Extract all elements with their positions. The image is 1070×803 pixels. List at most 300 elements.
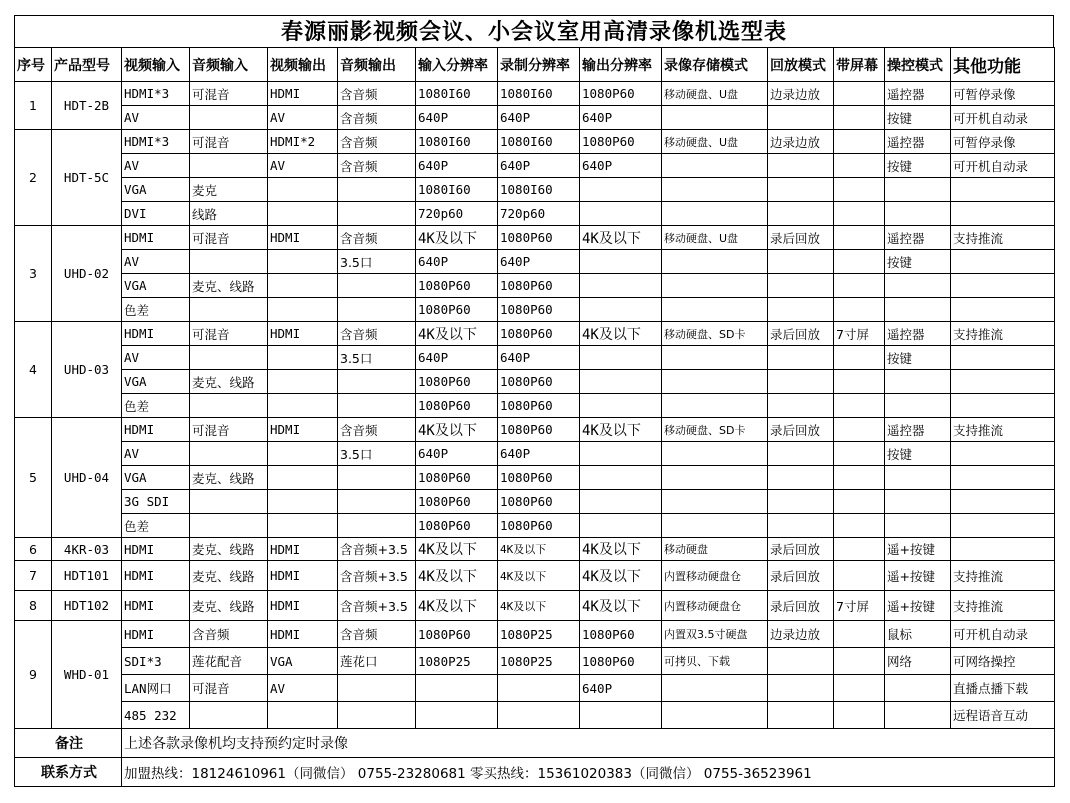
table-cell: 640P bbox=[498, 346, 580, 370]
table-cell: 遥控器 bbox=[885, 82, 951, 106]
table-cell: 4K及以下 bbox=[498, 591, 580, 621]
table-cell: 支持推流 bbox=[951, 322, 1055, 346]
table-cell: 4K及以下 bbox=[580, 561, 662, 591]
table-cell bbox=[834, 702, 885, 729]
table-row bbox=[15, 702, 1055, 729]
table-cell: 3.5口 bbox=[338, 442, 416, 466]
table-cell: VGA bbox=[122, 274, 190, 298]
table-cell bbox=[768, 490, 834, 514]
table-cell: 可混音 bbox=[190, 226, 268, 250]
column-header: 输入分辨率 bbox=[416, 48, 498, 82]
table-cell: AV bbox=[268, 154, 338, 178]
table-cell bbox=[662, 154, 768, 178]
table-cell: HDMI bbox=[122, 561, 190, 591]
table-cell bbox=[885, 702, 951, 729]
table-cell bbox=[662, 106, 768, 130]
column-header: 带屏幕 bbox=[834, 48, 885, 82]
table-cell bbox=[268, 250, 338, 274]
table-cell: 可混音 bbox=[190, 130, 268, 154]
table-cell bbox=[190, 702, 268, 729]
table-cell bbox=[338, 675, 416, 702]
table-cell bbox=[662, 202, 768, 226]
spec-table bbox=[14, 47, 1055, 787]
table-row bbox=[15, 226, 1055, 250]
table-cell bbox=[498, 675, 580, 702]
table-cell: AV bbox=[122, 250, 190, 274]
table-cell: 遥控器 bbox=[885, 322, 951, 346]
table-cell bbox=[338, 466, 416, 490]
table-row bbox=[15, 82, 1055, 106]
table-cell: 640P bbox=[416, 154, 498, 178]
table-row bbox=[15, 346, 1055, 370]
table-cell bbox=[580, 250, 662, 274]
product-number: 3 bbox=[15, 226, 52, 322]
table-cell: 1080I60 bbox=[498, 82, 580, 106]
table-cell: HDMI bbox=[122, 418, 190, 442]
table-cell bbox=[580, 702, 662, 729]
table-row bbox=[15, 442, 1055, 466]
table-cell bbox=[951, 466, 1055, 490]
product-model: UHD-04 bbox=[52, 418, 122, 538]
table-cell: 1080P60 bbox=[498, 370, 580, 394]
table-cell bbox=[190, 250, 268, 274]
table-cell bbox=[580, 442, 662, 466]
table-cell bbox=[834, 675, 885, 702]
table-cell: 移动硬盘、U盘 bbox=[662, 130, 768, 154]
table-row bbox=[15, 370, 1055, 394]
table-row bbox=[15, 298, 1055, 322]
table-cell bbox=[834, 490, 885, 514]
table-cell: HDMI bbox=[268, 621, 338, 648]
table-cell: 内置移动硬盘仓 bbox=[662, 561, 768, 591]
table-row bbox=[15, 561, 1055, 591]
table-cell: 可暂停录像 bbox=[951, 82, 1055, 106]
table-cell: 可开机自动录 bbox=[951, 154, 1055, 178]
table-cell: HDMI bbox=[122, 538, 190, 561]
table-cell: 移动硬盘、SD卡 bbox=[662, 322, 768, 346]
table-cell bbox=[834, 442, 885, 466]
contact-label: 联系方式 bbox=[15, 758, 122, 787]
table-cell: 按键 bbox=[885, 250, 951, 274]
table-cell bbox=[268, 442, 338, 466]
table-cell: AV bbox=[122, 106, 190, 130]
table-cell bbox=[662, 442, 768, 466]
table-cell bbox=[834, 178, 885, 202]
table-cell: 3.5口 bbox=[338, 250, 416, 274]
table-cell bbox=[834, 106, 885, 130]
table-row bbox=[15, 418, 1055, 442]
table-cell bbox=[834, 202, 885, 226]
table-cell: 3G SDI bbox=[122, 490, 190, 514]
table-cell: 4K及以下 bbox=[416, 538, 498, 561]
table-row bbox=[15, 202, 1055, 226]
table-cell: 1080P60 bbox=[580, 648, 662, 675]
table-cell bbox=[268, 178, 338, 202]
table-cell bbox=[768, 202, 834, 226]
table-cell bbox=[190, 394, 268, 418]
table-cell bbox=[580, 514, 662, 538]
table-cell: HDMI*3 bbox=[122, 130, 190, 154]
table-cell: 1080P25 bbox=[498, 648, 580, 675]
table-cell bbox=[190, 298, 268, 322]
table-cell bbox=[951, 394, 1055, 418]
table-cell bbox=[768, 298, 834, 322]
table-cell: 4K及以下 bbox=[498, 561, 580, 591]
table-cell bbox=[951, 370, 1055, 394]
table-cell bbox=[662, 370, 768, 394]
table-cell: 录后回放 bbox=[768, 226, 834, 250]
table-cell bbox=[951, 250, 1055, 274]
column-header: 录像存储模式 bbox=[662, 48, 768, 82]
table-cell: AV bbox=[122, 154, 190, 178]
table-row bbox=[15, 591, 1055, 621]
table-cell: DVI bbox=[122, 202, 190, 226]
table-cell: 鼠标 bbox=[885, 621, 951, 648]
product-number: 2 bbox=[15, 130, 52, 226]
table-cell bbox=[834, 648, 885, 675]
table-cell bbox=[662, 274, 768, 298]
table-cell: 含音频+3.5 bbox=[338, 561, 416, 591]
table-cell: 4K及以下 bbox=[416, 226, 498, 250]
table-cell: 边录边放 bbox=[768, 621, 834, 648]
table-cell: 按键 bbox=[885, 346, 951, 370]
table-cell: 1080P60 bbox=[416, 621, 498, 648]
table-cell bbox=[768, 106, 834, 130]
contact-text: 加盟热线：18124610961（同微信） 0755-23280681 零买热线：15361020383（同微信） 0755-36523961 bbox=[122, 758, 1055, 787]
table-cell bbox=[834, 82, 885, 106]
table-cell: 1080P60 bbox=[498, 298, 580, 322]
column-header: 音频输出 bbox=[338, 48, 416, 82]
table-cell: 含音频 bbox=[338, 226, 416, 250]
table-row bbox=[15, 250, 1055, 274]
product-number: 5 bbox=[15, 418, 52, 538]
table-cell: 1080P60 bbox=[498, 394, 580, 418]
table-cell bbox=[951, 490, 1055, 514]
table-row bbox=[15, 274, 1055, 298]
table-cell: 移动硬盘、U盘 bbox=[662, 226, 768, 250]
table-cell: 可开机自动录 bbox=[951, 106, 1055, 130]
table-cell bbox=[885, 394, 951, 418]
table-cell: 可网络操控 bbox=[951, 648, 1055, 675]
table-cell bbox=[580, 298, 662, 322]
column-header: 视频输入 bbox=[122, 48, 190, 82]
table-cell: 1080P25 bbox=[498, 621, 580, 648]
table-cell bbox=[768, 394, 834, 418]
table-cell bbox=[834, 621, 885, 648]
column-header: 序号 bbox=[15, 48, 52, 82]
table-cell bbox=[885, 298, 951, 322]
table-cell: 1080P60 bbox=[498, 466, 580, 490]
table-cell: 移动硬盘 bbox=[662, 538, 768, 561]
table-cell: 含音频 bbox=[338, 154, 416, 178]
table-cell: VGA bbox=[268, 648, 338, 675]
table-cell bbox=[768, 346, 834, 370]
table-cell: 1080P60 bbox=[498, 274, 580, 298]
product-number: 9 bbox=[15, 621, 52, 729]
table-cell: 4K及以下 bbox=[498, 538, 580, 561]
table-cell: 640P bbox=[498, 106, 580, 130]
table-cell: 麦克、线路 bbox=[190, 538, 268, 561]
table-cell: 1080P60 bbox=[580, 130, 662, 154]
table-cell: 录后回放 bbox=[768, 591, 834, 621]
table-cell: 麦克、线路 bbox=[190, 591, 268, 621]
table-cell bbox=[190, 106, 268, 130]
table-cell: 含音频 bbox=[338, 322, 416, 346]
table-cell: 色差 bbox=[122, 514, 190, 538]
table-cell: 7寸屏 bbox=[834, 591, 885, 621]
table-cell: 按键 bbox=[885, 154, 951, 178]
table-row bbox=[15, 648, 1055, 675]
table-cell: 1080I60 bbox=[498, 130, 580, 154]
product-number: 8 bbox=[15, 591, 52, 621]
table-row bbox=[15, 675, 1055, 702]
table-cell: 遥+按键 bbox=[885, 591, 951, 621]
table-cell: 485 232 bbox=[122, 702, 190, 729]
table-cell: 4K及以下 bbox=[416, 322, 498, 346]
table-cell: 边录边放 bbox=[768, 82, 834, 106]
table-cell bbox=[190, 346, 268, 370]
table-cell bbox=[834, 226, 885, 250]
table-cell bbox=[268, 514, 338, 538]
table-cell: HDMI bbox=[268, 226, 338, 250]
product-model: UHD-02 bbox=[52, 226, 122, 322]
table-cell bbox=[580, 274, 662, 298]
table-cell bbox=[834, 130, 885, 154]
table-cell bbox=[951, 202, 1055, 226]
table-cell: 640P bbox=[416, 442, 498, 466]
table-cell: 1080P60 bbox=[498, 418, 580, 442]
column-header: 视频输出 bbox=[268, 48, 338, 82]
table-cell bbox=[834, 514, 885, 538]
table-cell: 720p60 bbox=[498, 202, 580, 226]
table-cell bbox=[580, 466, 662, 490]
table-cell: 可混音 bbox=[190, 418, 268, 442]
table-row bbox=[15, 130, 1055, 154]
table-cell: HDMI bbox=[122, 591, 190, 621]
table-cell bbox=[885, 274, 951, 298]
table-cell: HDMI*2 bbox=[268, 130, 338, 154]
table-cell: 录后回放 bbox=[768, 561, 834, 591]
table-cell: 麦克、线路 bbox=[190, 561, 268, 591]
table-cell: 640P bbox=[498, 250, 580, 274]
table-cell: 移动硬盘、U盘 bbox=[662, 82, 768, 106]
table-cell: 1080P25 bbox=[416, 648, 498, 675]
table-cell bbox=[768, 675, 834, 702]
table-cell: 支持推流 bbox=[951, 226, 1055, 250]
table-cell bbox=[338, 178, 416, 202]
table-cell bbox=[885, 490, 951, 514]
table-cell bbox=[768, 178, 834, 202]
table-cell bbox=[834, 250, 885, 274]
table-cell: AV bbox=[268, 106, 338, 130]
table-cell bbox=[768, 370, 834, 394]
header-row bbox=[15, 48, 1055, 82]
table-cell bbox=[190, 490, 268, 514]
product-model: HDT101 bbox=[52, 561, 122, 591]
column-header: 其他功能 bbox=[951, 48, 1055, 82]
table-cell bbox=[951, 538, 1055, 561]
product-number: 4 bbox=[15, 322, 52, 418]
table-cell: HDMI bbox=[122, 322, 190, 346]
table-cell: 色差 bbox=[122, 394, 190, 418]
table-cell bbox=[834, 538, 885, 561]
table-cell bbox=[662, 394, 768, 418]
contact-row bbox=[15, 758, 1055, 787]
table-cell bbox=[580, 346, 662, 370]
table-cell: 4K及以下 bbox=[416, 591, 498, 621]
table-cell bbox=[338, 298, 416, 322]
table-cell: 色差 bbox=[122, 298, 190, 322]
table-cell: 1080P60 bbox=[498, 514, 580, 538]
table-cell: 支持推流 bbox=[951, 418, 1055, 442]
table-cell: 1080I60 bbox=[416, 178, 498, 202]
column-header: 产品型号 bbox=[52, 48, 122, 82]
table-cell bbox=[951, 274, 1055, 298]
product-model: WHD-01 bbox=[52, 621, 122, 729]
table-cell: 远程语音互动 bbox=[951, 702, 1055, 729]
table-cell bbox=[268, 202, 338, 226]
table-cell bbox=[338, 702, 416, 729]
table-cell: 1080P60 bbox=[416, 370, 498, 394]
table-cell bbox=[768, 702, 834, 729]
table-row bbox=[15, 154, 1055, 178]
table-cell bbox=[662, 514, 768, 538]
table-cell: 录后回放 bbox=[768, 538, 834, 561]
table-cell: AV bbox=[122, 346, 190, 370]
table-cell: 麦克 bbox=[190, 178, 268, 202]
table-cell: 1080P60 bbox=[498, 226, 580, 250]
table-cell: 录后回放 bbox=[768, 322, 834, 346]
table-cell bbox=[834, 466, 885, 490]
table-cell: 边录边放 bbox=[768, 130, 834, 154]
table-cell: 可混音 bbox=[190, 322, 268, 346]
table-cell bbox=[580, 490, 662, 514]
table-cell bbox=[498, 702, 580, 729]
table-cell bbox=[662, 702, 768, 729]
table-cell: 1080P60 bbox=[580, 82, 662, 106]
note-label: 备注 bbox=[15, 729, 122, 758]
table-cell: HDMI bbox=[268, 418, 338, 442]
table-cell: 640P bbox=[580, 154, 662, 178]
table-cell bbox=[338, 202, 416, 226]
table-cell: VGA bbox=[122, 178, 190, 202]
table-cell bbox=[662, 178, 768, 202]
table-cell: 线路 bbox=[190, 202, 268, 226]
table-row bbox=[15, 490, 1055, 514]
page-title: 春源丽影视频会议、小会议室用高清录像机选型表 bbox=[14, 15, 1054, 47]
table-row bbox=[15, 394, 1055, 418]
table-cell: 640P bbox=[416, 346, 498, 370]
table-row bbox=[15, 322, 1055, 346]
table-cell bbox=[885, 514, 951, 538]
table-cell: 支持推流 bbox=[951, 591, 1055, 621]
table-cell bbox=[885, 675, 951, 702]
table-cell bbox=[190, 154, 268, 178]
table-cell bbox=[834, 418, 885, 442]
table-cell bbox=[268, 490, 338, 514]
table-cell bbox=[834, 346, 885, 370]
table-cell bbox=[416, 702, 498, 729]
table-cell bbox=[190, 442, 268, 466]
table-cell bbox=[268, 274, 338, 298]
table-cell bbox=[580, 394, 662, 418]
table-cell: 含音频+3.5 bbox=[338, 538, 416, 561]
table-cell: 可开机自动录 bbox=[951, 621, 1055, 648]
table-cell bbox=[951, 346, 1055, 370]
table-cell: 7寸屏 bbox=[834, 322, 885, 346]
table-cell: 1080P60 bbox=[498, 490, 580, 514]
table-cell: 640P bbox=[580, 106, 662, 130]
table-cell: 含音频 bbox=[338, 130, 416, 154]
table-cell: 1080P60 bbox=[416, 274, 498, 298]
table-cell bbox=[268, 394, 338, 418]
table-cell bbox=[951, 298, 1055, 322]
table-cell: HDMI*3 bbox=[122, 82, 190, 106]
table-cell: AV bbox=[268, 675, 338, 702]
table-cell: 1080P60 bbox=[416, 490, 498, 514]
table-cell: 4K及以下 bbox=[580, 418, 662, 442]
table-cell: 640P bbox=[416, 106, 498, 130]
table-cell: 4K及以下 bbox=[580, 322, 662, 346]
table-cell: 录后回放 bbox=[768, 418, 834, 442]
table-cell: 1080P60 bbox=[416, 466, 498, 490]
table-row bbox=[15, 466, 1055, 490]
table-cell: 640P bbox=[416, 250, 498, 274]
table-cell: 遥控器 bbox=[885, 418, 951, 442]
table-cell bbox=[834, 561, 885, 591]
table-cell: 遥控器 bbox=[885, 130, 951, 154]
table-cell: HDMI bbox=[268, 538, 338, 561]
table-cell bbox=[580, 202, 662, 226]
product-model: HDT102 bbox=[52, 591, 122, 621]
table-cell: 3.5口 bbox=[338, 346, 416, 370]
column-header: 输出分辨率 bbox=[580, 48, 662, 82]
table-cell bbox=[416, 675, 498, 702]
table-cell bbox=[268, 346, 338, 370]
table-cell: SDI*3 bbox=[122, 648, 190, 675]
table-cell bbox=[834, 154, 885, 178]
table-cell: 1080I60 bbox=[498, 178, 580, 202]
product-number: 7 bbox=[15, 561, 52, 591]
table-cell bbox=[834, 274, 885, 298]
table-cell bbox=[338, 274, 416, 298]
table-cell bbox=[885, 466, 951, 490]
table-cell: 莲花口 bbox=[338, 648, 416, 675]
table-cell: 按键 bbox=[885, 442, 951, 466]
table-row bbox=[15, 106, 1055, 130]
table-body bbox=[15, 82, 1055, 787]
table-row bbox=[15, 178, 1055, 202]
table-cell bbox=[768, 648, 834, 675]
table-cell: HDMI bbox=[122, 621, 190, 648]
product-model: UHD-03 bbox=[52, 322, 122, 418]
product-model: HDT-2B bbox=[52, 82, 122, 130]
table-cell bbox=[834, 298, 885, 322]
table-cell: HDMI bbox=[268, 82, 338, 106]
product-number: 6 bbox=[15, 538, 52, 561]
table-cell bbox=[338, 394, 416, 418]
table-cell: 含音频 bbox=[338, 621, 416, 648]
table-cell: AV bbox=[122, 442, 190, 466]
table-cell bbox=[662, 298, 768, 322]
table-cell: 含音频 bbox=[338, 106, 416, 130]
table-cell bbox=[768, 466, 834, 490]
product-number: 1 bbox=[15, 82, 52, 130]
table-cell bbox=[834, 370, 885, 394]
table-cell: 4K及以下 bbox=[416, 418, 498, 442]
spec-sheet bbox=[14, 15, 1054, 787]
table-cell: 1080P60 bbox=[416, 514, 498, 538]
